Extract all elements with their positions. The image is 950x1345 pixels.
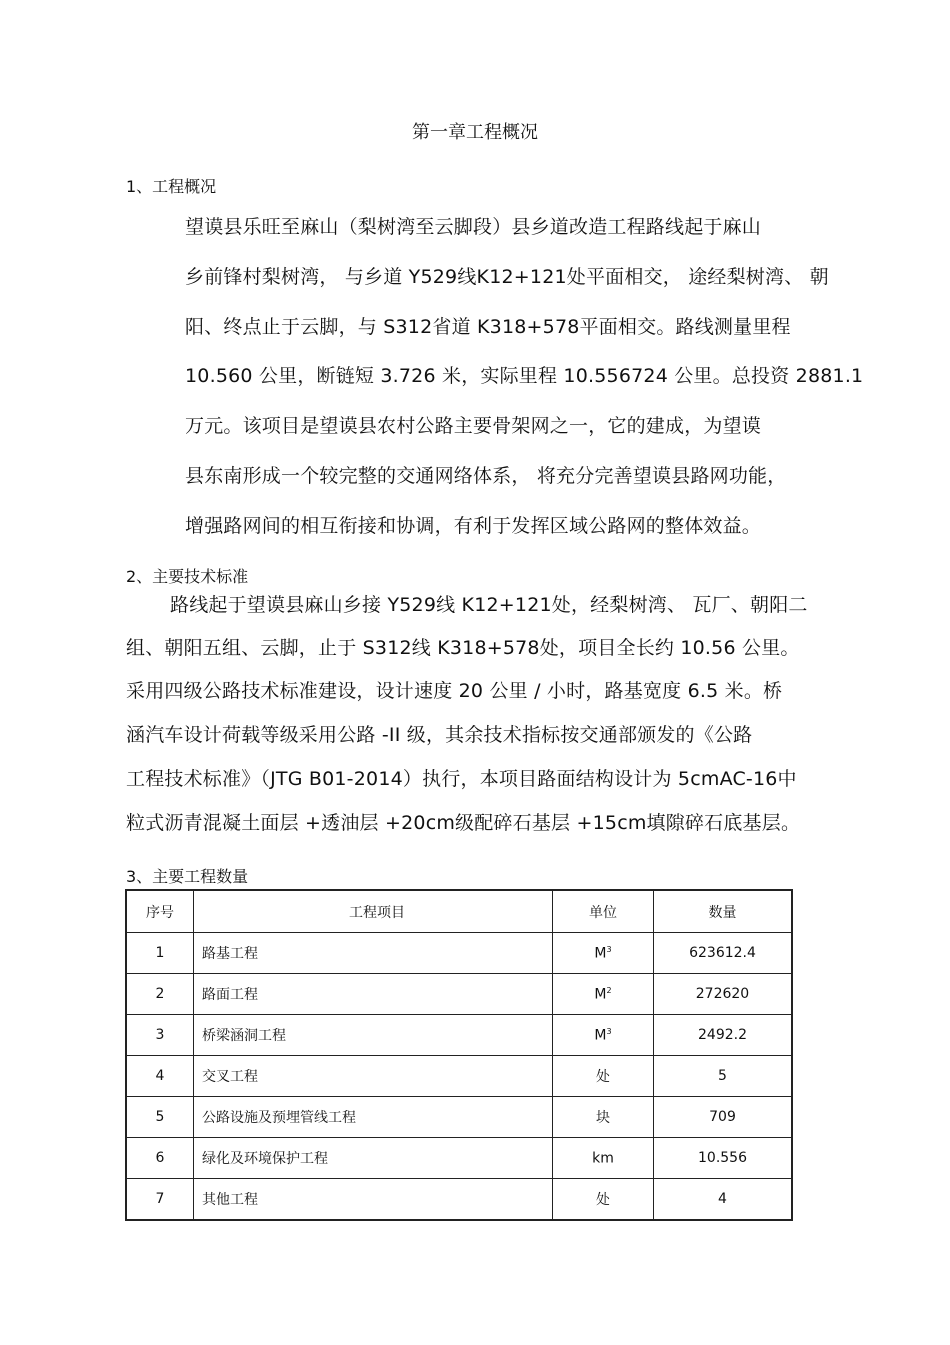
s2-line: 路线起于望谟县麻山乡接 Y529线 K12+121处，经梨树湾、 瓦厂、朝阳二 (170, 594, 808, 616)
cell-no: 1 (126, 933, 194, 974)
cell-no: 6 (126, 1138, 194, 1179)
cell-unit: 处 (553, 1179, 654, 1221)
s1-line: 望谟县乐旺至麻山（梨树湾至云脚段）县乡道改造工程路线起于麻山 (185, 216, 762, 238)
cell-item: 桥梁涵洞工程 (194, 1015, 553, 1056)
s1-line: 乡前锋村梨树湾， 与乡道 Y529线K12+121处平面相交， 途经梨树湾、 朝 (185, 266, 829, 288)
cell-no: 3 (126, 1015, 194, 1056)
cell-qty: 5 (654, 1056, 793, 1097)
cell-qty: 272620 (654, 974, 793, 1015)
section-3-heading: 3、主要工程数量 (126, 867, 249, 886)
s2-line: 粒式沥青混凝土面层 +透油层 +20cm级配碎石基层 +15cm填隙碎石底基层。 (126, 812, 801, 834)
table-row (126, 1056, 792, 1097)
cell-qty: 709 (654, 1097, 793, 1138)
section-2-heading: 2、主要技术标准 (126, 567, 249, 586)
col-header-qty: 数量 (654, 890, 793, 933)
cell-item: 路面工程 (194, 974, 553, 1015)
section-1-heading: 1、工程概况 (126, 177, 217, 196)
s2-line: 采用四级公路技术标准建设，设计速度 20 公里 / 小时，路基宽度 6.5 米。桥 (126, 680, 783, 702)
cell-no: 5 (126, 1097, 194, 1138)
cell-item: 交叉工程 (194, 1056, 553, 1097)
table-row (126, 1015, 792, 1056)
table-row (126, 1179, 792, 1221)
col-header-unit: 单位 (553, 890, 654, 933)
cell-unit: $M^2$ (553, 974, 654, 1015)
cell-qty: 623612.4 (654, 933, 793, 974)
cell-qty: 4 (654, 1179, 793, 1221)
cell-unit: $M^3$ (553, 1015, 654, 1056)
col-header-no: 序号 (126, 890, 194, 933)
cell-item: 其他工程 (194, 1179, 553, 1221)
s1-line: 万元。该项目是望谟县农村公路主要骨架网之一，它的建成，为望谟 (185, 415, 762, 437)
cell-qty: 2492.2 (654, 1015, 793, 1056)
cell-qty: 10.556 (654, 1138, 793, 1179)
s2-line: 组、朝阳五组、云脚，止于 S312线 K318+578处，项目全长约 10.56 公里。 (126, 637, 800, 659)
s1-line: 县东南形成一个较完整的交通网络体系， 将充分完善望谟县路网功能， (185, 465, 787, 487)
table-row (126, 1138, 792, 1179)
s1-line: 增强路网间的相互衔接和协调，有利于发挥区域公路网的整体效益。 (185, 515, 762, 537)
s2-line: 涵汽车设计荷载等级采用公路 -II 级，其余技术指标按交通部颁发的《公路 (126, 724, 753, 746)
table-row (126, 1097, 792, 1138)
quantities-table (125, 889, 793, 1221)
table-row (126, 974, 792, 1015)
s1-line: 10.560 公里，断链短 3.726 米，实际里程 10.556724 公里。总投资 2881.1 (185, 365, 864, 387)
cell-unit: $M^3$ (553, 933, 654, 974)
cell-unit: 块 (553, 1097, 654, 1138)
cell-no: 4 (126, 1056, 194, 1097)
cell-item: 绿化及环境保护工程 (194, 1138, 553, 1179)
cell-item: 公路设施及预埋管线工程 (194, 1097, 553, 1138)
table-header-row (126, 890, 792, 933)
s1-line: 阳、终点止于云脚，与 S312省道 K318+578平面相交。路线测量里程 (185, 316, 791, 338)
cell-no: 2 (126, 974, 194, 1015)
table-row (126, 933, 792, 974)
col-header-item: 工程项目 (194, 890, 553, 933)
cell-unit: km (553, 1138, 654, 1179)
cell-unit: 处 (553, 1056, 654, 1097)
cell-no: 7 (126, 1179, 194, 1221)
cell-item: 路基工程 (194, 933, 553, 974)
page-title: 第一章工程概况 (412, 122, 538, 143)
s2-line: 工程技术标准》（JTG B01-2014）执行，本项目路面结构设计为 5cmAC-16中 (126, 768, 797, 790)
